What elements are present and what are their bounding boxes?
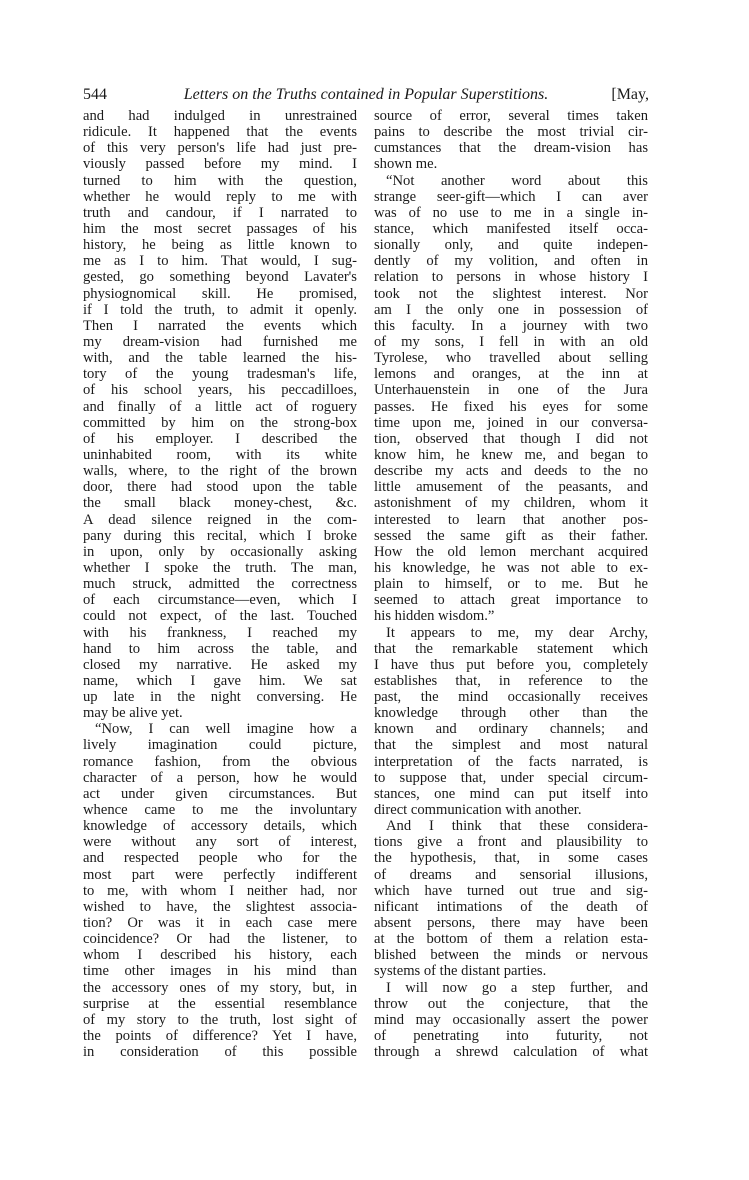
text-line: passes. He fixed his eyes for some xyxy=(374,398,648,415)
text-line: pany during this recital, which I broke xyxy=(83,527,357,544)
text-line: through a shrewd calculation of what xyxy=(374,1044,648,1061)
paragraph xyxy=(374,173,648,625)
text-line: lively imagination could picture, xyxy=(83,737,357,754)
text-line: “Not another word about this xyxy=(386,172,648,189)
text-line: tions give a front and plausibility to xyxy=(374,834,648,851)
text-line: at the bottom of them a relation esta- xyxy=(374,931,648,948)
text-line: known and ordinary channels; and xyxy=(374,721,648,738)
text-line: mind may occasionally assert the power xyxy=(374,1011,648,1028)
text-line: may be alive yet. xyxy=(83,705,183,722)
text-line: cumstances that the dream-vision has xyxy=(374,140,648,157)
text-line: door, there had stood upon the table xyxy=(83,479,357,496)
page-number: 544 xyxy=(83,86,107,103)
text-line: could not expect, of the last. Touched xyxy=(83,608,357,625)
text-line: him the most secret passages of his xyxy=(83,220,357,237)
text-line: his hidden wisdom.” xyxy=(374,608,495,625)
header-month: [May, xyxy=(611,86,649,103)
text-line: character of a person, how he would xyxy=(83,769,357,786)
text-line: How the old lemon merchant acquired xyxy=(374,543,648,560)
text-line: lemons and oranges, at the inn at xyxy=(374,366,648,383)
text-line: throw out the conjecture, that the xyxy=(374,995,648,1012)
left-column xyxy=(83,108,357,1060)
text-line: were without any sort of interest, xyxy=(83,834,357,851)
text-line: history, he being as little known to xyxy=(83,237,357,254)
text-line: seemed to attach great importance to xyxy=(374,592,648,609)
text-line: of this very person's life had just pre- xyxy=(83,140,357,157)
text-line: of his school years, his peccadilloes, xyxy=(83,382,357,399)
text-line: direct communication with another. xyxy=(374,802,582,819)
text-line: surprise at the essential resemblance xyxy=(83,995,357,1012)
text-line: with his frankness, I reached my xyxy=(83,624,357,641)
paragraph xyxy=(374,108,648,173)
text-line: to me, with whom I neither had, nor xyxy=(83,882,357,899)
text-line: of dreams and sensorial illusions, xyxy=(374,866,648,883)
running-header xyxy=(83,86,649,106)
text-line: wished to have, the slightest associa- xyxy=(83,898,357,915)
text-line: knowledge of accessory details, which xyxy=(83,818,357,835)
text-line: time other images in his mind than xyxy=(83,963,357,980)
text-line: tory of the young tradesman's life, xyxy=(83,366,357,383)
right-column xyxy=(374,108,648,1060)
text-line: tion, observed that though I did not xyxy=(374,430,648,447)
text-line: nificant intimations of the death of xyxy=(374,898,648,915)
text-line: in upon, only by occasionally asking xyxy=(83,543,357,560)
text-line: my dream-vision had furnished me xyxy=(83,333,357,350)
text-line: absent persons, there may have been xyxy=(374,915,648,932)
text-line: tion? Or was it in each case mere xyxy=(83,915,357,932)
text-line: and had indulged in unrestrained xyxy=(83,108,357,124)
text-line: much struck, admitted the correctness xyxy=(83,576,357,593)
text-line: ridicule. It happened that the events xyxy=(83,124,357,141)
text-line: the points of difference? Yet I have, xyxy=(83,1028,357,1045)
text-line: past, the mind occasionally receives xyxy=(374,689,648,706)
text-line: systems of the distant parties. xyxy=(374,963,547,980)
text-line: coincidence? Or had the listener, to xyxy=(83,931,357,948)
text-line: gested, go something beyond Lavater's xyxy=(83,269,357,286)
text-line: of each circumstance—even, which I xyxy=(83,592,357,609)
text-line: closed my narrative. He asked my xyxy=(83,656,357,673)
text-line: physiognomical skill. He promised, xyxy=(83,285,357,302)
text-line: whom I described his history, each xyxy=(83,947,357,964)
text-line: committed by him on the strong-box xyxy=(83,414,357,431)
text-line: “Now, I can well imagine how a xyxy=(95,721,357,738)
text-line: interpretation of the facts narrated, is xyxy=(374,753,648,770)
text-line: of penetrating into futurity, not xyxy=(374,1028,648,1045)
text-line: interested to learn that another pos- xyxy=(374,511,648,528)
text-line: the hypothesis, that, in some cases xyxy=(374,850,648,867)
paragraph xyxy=(374,625,648,819)
text-line: if I told the truth, to admit it openly. xyxy=(83,301,357,318)
text-line: act under given circumstances. But xyxy=(83,785,357,802)
text-line: source of error, several times taken xyxy=(374,108,648,124)
text-line: sionally only, and quite indepen- xyxy=(374,237,648,254)
text-line: name, which I gave him. We sat xyxy=(83,672,357,689)
text-line: of my story to the truth, lost sight of xyxy=(83,1011,357,1028)
paragraph xyxy=(83,721,357,1060)
text-line: whether I spoke the truth. The man, xyxy=(83,559,357,576)
text-line: Tyrolese, who travelled about selling xyxy=(374,350,648,367)
text-line: viously passed before my mind. I xyxy=(83,156,357,173)
text-line: which have turned out true and sig- xyxy=(374,882,648,899)
text-line: to suppose that, under special circum- xyxy=(374,769,648,786)
text-line: blished between the minds or nervous xyxy=(374,947,648,964)
text-line: the accessory ones of my story, but, in xyxy=(83,979,357,996)
running-title: Letters on the Truths contained in Popular Superstitions. xyxy=(183,86,549,103)
text-line: stance, which manifested itself occa- xyxy=(374,220,648,237)
text-line: Unterhauenstein in one of the Jura xyxy=(374,382,648,399)
text-line: and finally of a little act of roguery xyxy=(83,398,357,415)
text-line: this faculty. In a journey with two xyxy=(374,317,648,334)
text-line: knowledge through other than the xyxy=(374,705,648,722)
text-line: time upon me, joined in our conversa- xyxy=(374,414,648,431)
text-line: of his employer. I described the xyxy=(83,430,357,447)
text-line: relation to persons in whose history I xyxy=(374,269,648,286)
text-line: plain to himself, or to me. But he xyxy=(374,576,648,593)
text-line: up late in the night conversing. He xyxy=(83,689,357,706)
text-line: that the simplest and most natural xyxy=(374,737,648,754)
text-line: describe my acts and deeds to the no xyxy=(374,463,648,480)
text-line: in consideration of this possible xyxy=(83,1044,357,1061)
text-line: walls, where, to the right of the brown xyxy=(83,463,357,480)
text-line: astonishment of my children, whom it xyxy=(374,495,648,512)
text-line: sessed the same gift as their father. xyxy=(374,527,648,544)
text-line: establishes that, in reference to the xyxy=(374,672,648,689)
paragraph xyxy=(374,980,648,1061)
text-line: with, and the table learned the his- xyxy=(83,350,357,367)
text-line: turned to him with the question, xyxy=(83,172,357,189)
text-line: am I the only one in possession of xyxy=(374,301,648,318)
text-line: of my sons, I fell in with an old xyxy=(374,333,648,350)
text-line: know him, he knew me, and began to xyxy=(374,446,648,463)
text-line: strange seer-gift—which I can aver xyxy=(374,188,648,205)
text-line: uninhabited room, with its white xyxy=(83,446,357,463)
text-line: shown me. xyxy=(374,156,438,173)
text-line: and respected people who for the xyxy=(83,850,357,867)
text-line: the small black money-chest, &c. xyxy=(83,495,357,512)
text-line: I will now go a step further, and xyxy=(386,979,648,996)
text-line: me as I to him. That would, I sug- xyxy=(83,253,357,270)
text-line: Then I narrated the events which xyxy=(83,317,357,334)
text-line: that the remarkable statement which xyxy=(374,640,648,657)
text-line: I have thus put before you, completely xyxy=(374,656,648,673)
text-line: pains to describe the most trivial cir- xyxy=(374,124,648,141)
text-line: And I think that these considera- xyxy=(386,818,648,835)
paragraph xyxy=(374,818,648,979)
text-line: his knowledge, he was not able to ex- xyxy=(374,559,648,576)
text-line: A dead silence reigned in the com- xyxy=(83,511,357,528)
text-line: whence came to me the involuntary xyxy=(83,802,357,819)
text-line: truth and candour, if I narrated to xyxy=(83,204,357,221)
text-line: little amusement of the peasants, and xyxy=(374,479,648,496)
text-line: dently of my volition, and often in xyxy=(374,253,648,270)
text-line: romance fashion, from the obvious xyxy=(83,753,357,770)
text-line: stances, one mind can put itself into xyxy=(374,785,648,802)
text-line: whether he would reply to me with xyxy=(83,188,357,205)
text-line: It appears to me, my dear Archy, xyxy=(386,624,648,641)
text-line: hand to him across the table, and xyxy=(83,640,357,657)
text-line: most part were perfectly indifferent xyxy=(83,866,357,883)
paragraph xyxy=(83,108,357,721)
text-line: took not the slightest interest. Nor xyxy=(374,285,648,302)
text-line: was of no use to me in a single in- xyxy=(374,204,648,221)
